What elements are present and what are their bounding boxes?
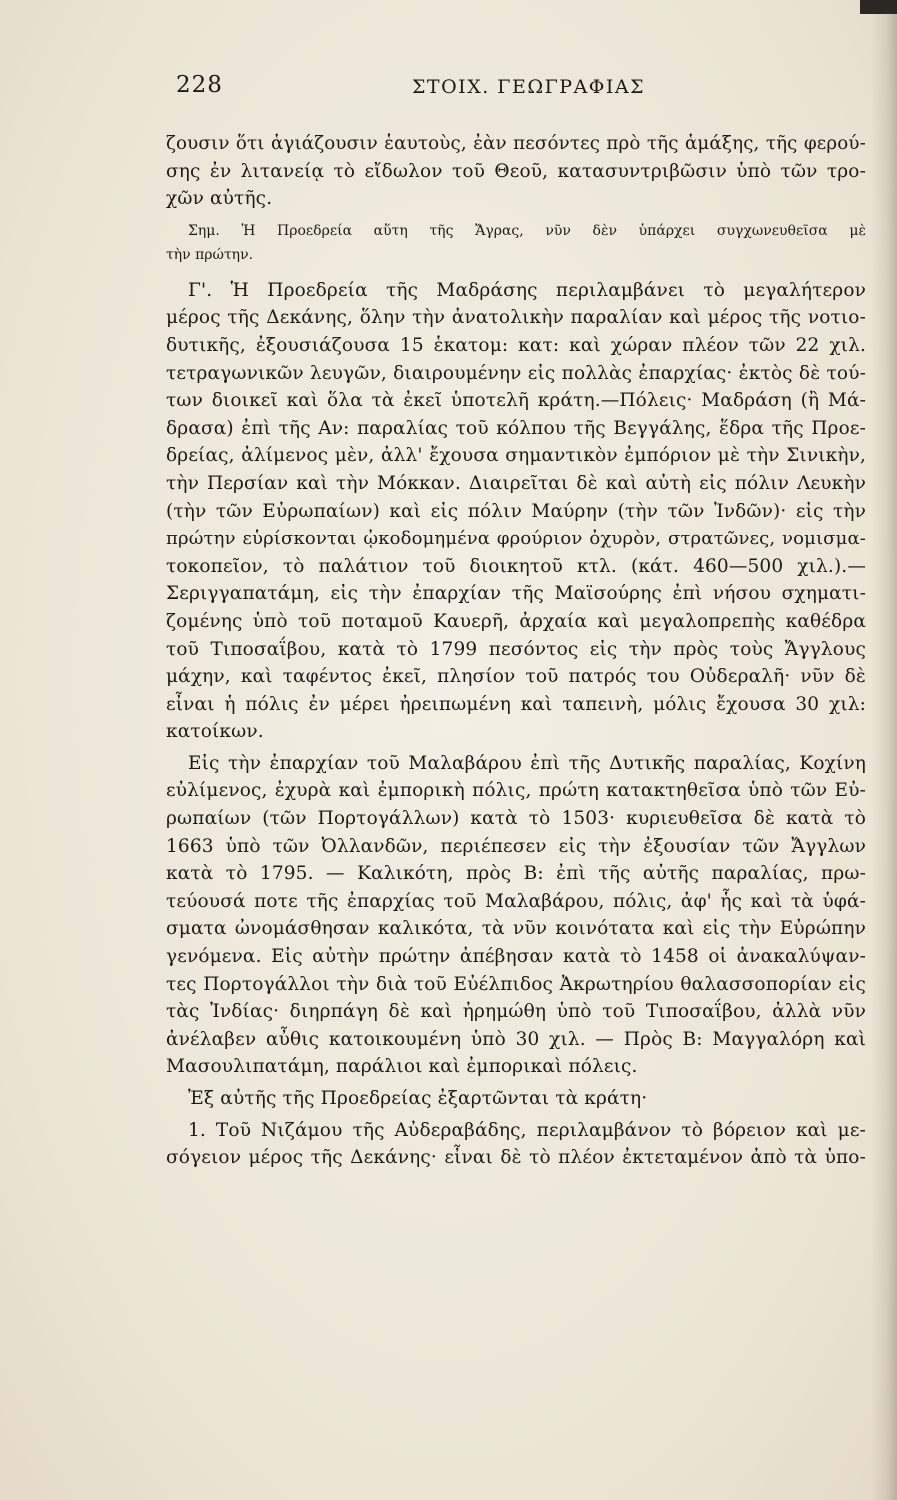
text-line: πρώτην εὑρίσκονται ᾠκοδομημένα φρούριον ὀχυρὸν, στρατῶνες, νομισμα- — [166, 528, 866, 550]
text-line: 1. Τοῦ Νιζάμου τῆς Αὐδεραβάδης, περιλαμβάνον τὸ βόρειον καὶ με- — [188, 1119, 866, 1141]
text-line: τες Πορτογάλλοι τὴν διὰ τοῦ Εὐέλπιδος Ἀκρωτηρίου θαλασσοπορίαν εἰς — [166, 973, 866, 995]
main-text — [166, 130, 866, 1172]
paragraph-malabar — [166, 750, 866, 1081]
text-line: (τὴν τῶν Εὐρωπαίων) καὶ εἰς πόλιν Μαύρην (τὴν τῶν Ἰνδῶν)· εἰς τὴν — [166, 500, 866, 522]
page-number: 228 — [176, 72, 223, 98]
text-line: ρωπαίων (τῶν Πορτογάλλων) κατὰ τὸ 1503· κυριευθεῖσα δὲ κατὰ τὸ — [166, 808, 866, 830]
text-line: εἶναι ἡ πόλις ἐν μέρει ἠρειπωμένη καὶ ταπεινὴ, μόλις ἔχουσα 30 χιλ: — [166, 693, 866, 715]
text-line: 1663 ὑπὸ τῶν Ὀλλανδῶν, περιέπεσεν εἰς τὴν ἐξουσίαν τῶν Ἄγγλων — [166, 835, 866, 857]
footnote — [166, 219, 866, 267]
text-line: κατὰ τὸ 1795. — Καλικότη, πρὸς Β: ἐπὶ τῆς αὐτῆς παραλίας, πρω- — [166, 863, 866, 885]
text-line: γενόμενα. Εἰς αὐτὴν πρώτην ἀπέβησαν κατὰ τὸ 1458 οἱ ἀνακαλύψαν- — [166, 946, 866, 968]
paragraph-dependents — [166, 1085, 866, 1113]
text-line: δυτικῆς, ἐξουσιάζουσα 15 ἑκατομ: κατ: καὶ χώραν πλέον τῶν 22 χιλ. — [166, 334, 866, 356]
note-line: τὴν πρώτην. — [166, 246, 254, 263]
text-line: τοῦ Τιποσαΐβου, κατὰ τὸ 1799 πεσόντος εἰς τὴν πρὸς τοὺς Ἄγγλους — [166, 638, 866, 660]
text-line: ζομένης ὑπὸ τοῦ ποταμοῦ Καυερῆ, ἀρχαία καὶ μεγαλοπρεπὴς καθέδρα — [166, 610, 866, 632]
text-line: των διοικεῖ καὶ ὅλα τὰ ἐκεῖ ὑποτελῆ κράτη.—Πόλεις· Μαδράση (ἢ Μά- — [166, 390, 866, 412]
text-line: ζουσιν ὅτι ἁγιάζουσιν ἑαυτοὺς, ἐὰν πεσόντες πρὸ τῆς ἁμάξης, τῆς φερού- — [166, 133, 866, 154]
text-line: τετραγωνικῶν λευγῶν, διαιρουμένην εἰς πολλὰς ἐπαρχίας· ἐκτὸς δὲ τού- — [166, 362, 866, 384]
page-fold-shadow — [871, 0, 897, 1500]
text-line: τὴν Περσίαν καὶ τὴν Μόκκαν. Διαιρεῖται δὲ καὶ αὐτὴ εἰς πόλιν Λευκὴν — [166, 472, 866, 494]
running-title: ΣΤΟΙΧ. ΓΕΩΓΡΑΦΙΑΣ — [412, 76, 646, 98]
text-line: δρείας, ἀλίμενος μὲν, ἀλλ' ἔχουσα σημαντικὸν ἐμπόριον μὲ τὴν Σινικὴν, — [166, 445, 866, 467]
text-line: Εἰς τὴν ἐπαρχίαν τοῦ Μαλαβάρου ἐπὶ τῆς Δυτικῆς παραλίας, Κοχίνη — [188, 752, 866, 774]
text-line: σης ἐν λιτανείᾳ τὸ εἴδωλον τοῦ Θεοῦ, κατασυντριβῶσιν ὑπὸ τῶν τρο- — [166, 160, 866, 182]
text-line: χῶν αὐτῆς. — [166, 188, 273, 210]
text-line: τὰς Ἰνδίας· διηρπάγη δὲ καὶ ἠρημώθη ὑπὸ τοῦ Τιποσαΐβου, ἀλλὰ νῦν — [166, 1001, 866, 1023]
note-line: Σημ. Ἡ Προεδρεία αὕτη τῆς Ἄγρας, νῦν δὲν ὑπάρχει συγχωνευθεῖσα μὲ — [188, 222, 866, 239]
text-line: τεύουσά ποτε τῆς ἐπαρχίας τοῦ Μαλαβάρου, πόλις, ἀφ' ἧς καὶ τὰ ὑφά- — [166, 890, 866, 912]
intro-paragraph — [166, 130, 866, 213]
page-header — [176, 70, 866, 104]
text-line: μάχην, καὶ ταφέντος ἐκεῖ, πλησίον τοῦ πατρός του Οὐδεραλῆ· νῦν δὲ — [166, 666, 866, 688]
text-line: κατοίκων. — [166, 721, 264, 743]
text-line: μέρος τῆς Δεκάνης, ὅλην τὴν ἀνατολικὴν παραλίαν καὶ μέρος τῆς νοτιο- — [166, 307, 866, 329]
text-line: εὐλίμενος, ἐχυρὰ καὶ ἐμπορικὴ πόλις, πρώτη κατακτηθεῖσα ὑπὸ τῶν Εὐ- — [166, 780, 866, 802]
text-line: σόγειον μέρος τῆς Δεκάνης· εἶναι δὲ τὸ πλέον ἐκτεταμένον ἀπὸ τὰ ὑπο- — [166, 1147, 866, 1169]
list-item-1 — [166, 1117, 866, 1172]
text-line: τοκοπεῖον, τὸ παλάτιον τοῦ διοικητοῦ κτλ. (κάτ. 460—500 χιλ.).— — [166, 555, 866, 577]
text-line: Μασουλιπατάμη, παράλιοι καὶ ἐμπορικαὶ πόλεις. — [166, 1056, 638, 1078]
section-madras — [166, 277, 866, 746]
text-line: δρασα) ἐπὶ τῆς Αν: παραλίας τοῦ κόλπου τῆς Βεγγάλης, ἕδρα τῆς Προε- — [166, 417, 866, 439]
scan-edge — [860, 0, 897, 14]
section-heading-line: Γ'. Ἡ Προεδρεία τῆς Μαδράσης περιλαμβάνει τὸ μεγαλήτερον — [188, 279, 866, 301]
text-line: σματα ὠνομάσθησαν καλικότα, τὰ νῦν κοινότατα καὶ εἰς τὴν Εὐρώπην — [166, 918, 866, 940]
text-line: Σεριγγαπατάμη, εἰς τὴν ἐπαρχίαν τῆς Μαϊσούρης ἐπὶ νήσου σχηματι- — [166, 583, 866, 605]
text-line: Ἐξ αὐτῆς τῆς Προεδρείας ἐξαρτῶνται τὰ κράτη· — [188, 1088, 648, 1109]
text-line: ἀνέλαβεν αὖθις κατοικουμένη ὑπὸ 30 χιλ. — Πρὸς Β: Μαγγαλόρη καὶ — [166, 1028, 866, 1050]
